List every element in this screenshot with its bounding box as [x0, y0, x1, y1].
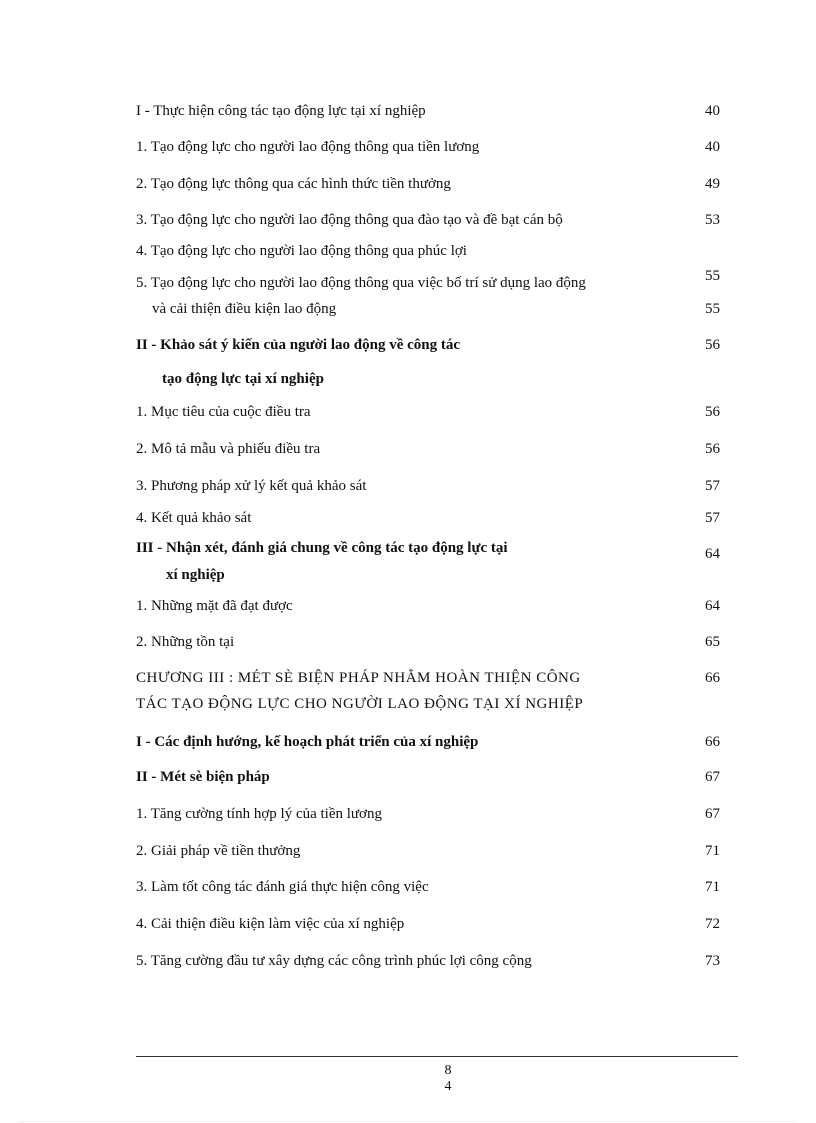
toc-page-number: 66	[705, 734, 720, 750]
toc-page-number: 72	[705, 916, 720, 932]
page-edge-divider	[20, 1121, 796, 1122]
toc-page-number: 49	[705, 176, 720, 192]
toc-page-number: 71	[705, 879, 720, 895]
toc-entry: 1. Tăng cường tính hợp lý của tiền lương	[136, 806, 382, 822]
toc-page-number: 67	[705, 769, 720, 785]
toc-entry-section-3: III - Nhận xét, đánh giá chung về công tác tạo động lực tại	[136, 540, 508, 556]
toc-entry: 4. Cải thiện điều kiện làm việc của xí nghiệp	[136, 916, 405, 932]
toc-entry: 5. Tăng cường đầu tư xây dựng các công trình phúc lợi công cộng	[136, 953, 532, 969]
toc-page-number: 55	[705, 268, 720, 284]
toc-entry: 2. Giải pháp về tiền thưởng	[136, 843, 301, 859]
toc-page-number: 55	[705, 301, 720, 317]
toc-page-number: 73	[705, 953, 720, 969]
toc-entry: 4. Tạo động lực cho người lao động thông qua phúc lợi	[136, 243, 467, 259]
toc-page-number: 65	[705, 634, 720, 650]
toc-page-number: 57	[705, 478, 720, 494]
toc-entry: 2. Tạo động lực thông qua các hình thức tiền thưởng	[136, 176, 451, 192]
toc-entry-continuation: và cải thiện điều kiện lao động	[152, 301, 337, 317]
toc-entry-continuation: xí nghiệp	[166, 567, 225, 583]
toc-entry: 2. Mô tả mẫu và phiếu điều tra	[136, 441, 321, 457]
toc-page-number: 71	[705, 843, 720, 859]
toc-entry: 3. Làm tốt công tác đánh giá thực hiện công việc	[136, 879, 429, 895]
toc-page-number: 56	[705, 404, 720, 420]
toc-entry-chapter-continuation: TÁC TẠO ĐỘNG LỰC CHO NGƯỜI LAO ĐỘNG TẠI XÍ NGHIỆP	[136, 696, 584, 712]
toc-page-number: 64	[705, 598, 720, 614]
toc-entry: 3. Tạo động lực cho người lao động thông qua đào tạo và đề bạt cán bộ	[136, 212, 563, 228]
toc-entry-section-2: II - Khảo sát ý kiến của người lao động về công tác	[136, 337, 461, 353]
footer-page-number-secondary: 4	[444, 1079, 452, 1094]
toc-entry-section-1: I - Các định hướng, kế hoạch phát triển của xí nghiệp	[136, 734, 479, 750]
toc-page-number: 67	[705, 806, 720, 822]
toc-entry: 1. Mục tiêu của cuộc điều tra	[136, 404, 311, 420]
toc-page-number: 40	[705, 103, 720, 119]
toc-page-number: 56	[705, 337, 720, 353]
footer-page-number: 8	[444, 1063, 452, 1078]
toc-entry-chapter: CHƯƠNG III : MÉT SÈ BIỆN PHÁP NHẰM HOÀN THIỆN CÔNG	[136, 670, 581, 686]
toc-entry: 1. Những mặt đã đạt được	[136, 598, 293, 614]
toc-page-number: 66	[705, 670, 720, 686]
toc-entry-continuation: tạo động lực tại xí nghiệp	[162, 371, 324, 387]
toc-page-number: 64	[705, 546, 720, 562]
toc-entry-section-1: I - Thực hiện công tác tạo động lực tại xí nghiệp	[136, 103, 426, 119]
toc-page-number: 56	[705, 441, 720, 457]
footer-divider	[136, 1056, 738, 1057]
toc-entry: 5. Tạo động lực cho người lao động thông qua việc bố trí sử dụng lao động	[136, 275, 586, 291]
toc-page-number: 40	[705, 139, 720, 155]
toc-entry: 4. Kết quả khảo sát	[136, 510, 252, 526]
toc-entry: 3. Phương pháp xử lý kết quả khảo sát	[136, 478, 367, 494]
toc-entry: 2. Những tồn tại	[136, 634, 235, 650]
toc-entry-section-2: II - Mét sè biện pháp	[136, 769, 270, 785]
toc-entry: 1. Tạo động lực cho người lao động thông qua tiền lương	[136, 139, 480, 155]
toc-page-number: 53	[705, 212, 720, 228]
toc-page-number: 57	[705, 510, 720, 526]
